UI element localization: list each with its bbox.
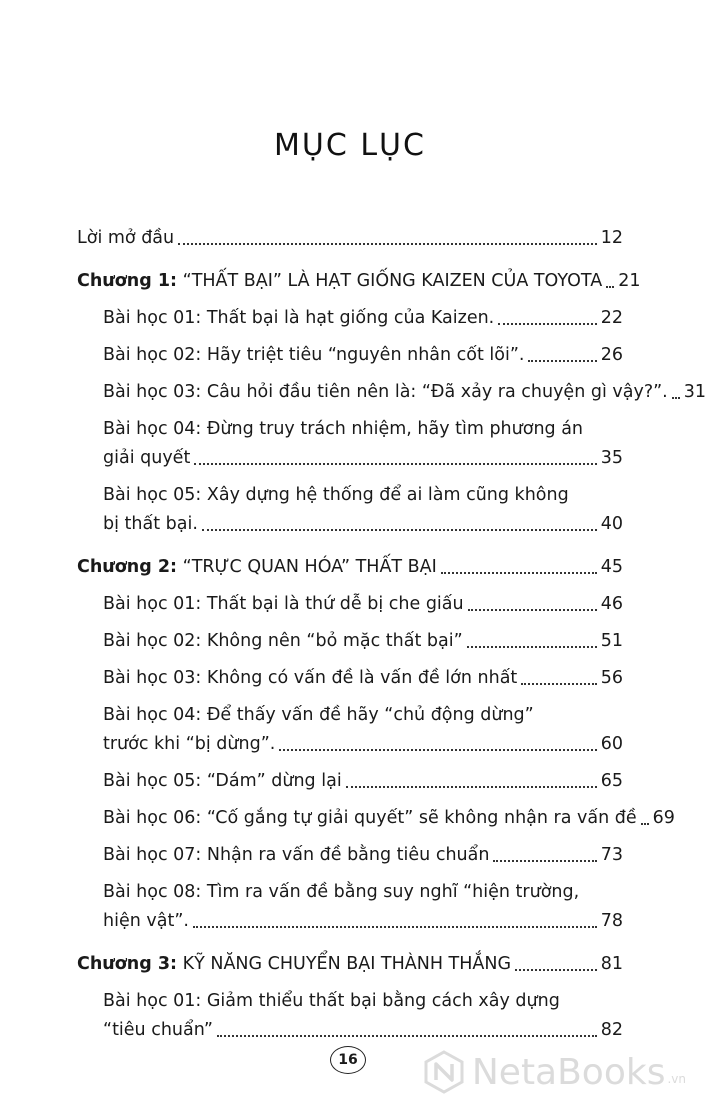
entry-page-number: 78 xyxy=(600,911,623,931)
dot-leader xyxy=(528,360,596,362)
lesson-title: Bài học 03: Không có vấn đề là vấn đề lớn nhất xyxy=(103,668,518,688)
entry-page-number: 45 xyxy=(600,557,623,577)
chapter-heading xyxy=(77,950,511,979)
lesson-title-line: Bài học 04: Để thấy vấn đề hãy “chủ động dừng” xyxy=(103,705,534,725)
lesson-title-row xyxy=(103,304,623,333)
toc-entry-lesson[interactable] xyxy=(103,378,706,407)
lesson-title-row xyxy=(103,341,623,370)
dot-leader xyxy=(521,683,596,685)
toc-entry-lesson[interactable] xyxy=(103,627,623,656)
entry-page-number: 65 xyxy=(600,771,623,791)
dot-leader xyxy=(467,646,597,648)
table-of-contents xyxy=(77,224,706,1053)
entry-page-number: 21 xyxy=(618,271,641,291)
lesson-title-line: Bài học 08: Tìm ra vấn đề bằng suy nghĩ “hiện trường, xyxy=(103,882,580,902)
lesson-title-row xyxy=(103,510,623,539)
lesson-title-row xyxy=(103,730,623,759)
lesson-title-row xyxy=(103,664,623,693)
toc-entry-chapter[interactable] xyxy=(77,553,623,582)
lesson-title-line: giải quyết xyxy=(103,448,191,468)
entry-page-number: 26 xyxy=(600,345,623,365)
entry-page-number: 69 xyxy=(652,808,675,828)
page-number: 16 xyxy=(330,1046,366,1074)
dot-leader xyxy=(468,609,597,611)
entry-page-number: 35 xyxy=(600,448,623,468)
lesson-title-line: Bài học 05: Xây dựng hệ thống để ai làm cũng không xyxy=(103,485,569,505)
lesson-title-line: Bài học 04: Đừng truy trách nhiệm, hãy tìm phương án xyxy=(103,419,584,439)
lesson-title-row xyxy=(103,804,675,833)
dot-leader xyxy=(498,323,596,325)
entry-page-number: 31 xyxy=(683,382,706,402)
dot-leader xyxy=(606,286,614,288)
toc-entry-chapter[interactable] xyxy=(77,950,623,979)
entry-page-number: 46 xyxy=(600,594,623,614)
chapter-title: “TRỰC QUAN HÓA” THẤT BẠI xyxy=(182,557,437,577)
lesson-title-row xyxy=(103,590,623,619)
lesson-title-row xyxy=(103,444,623,473)
entry-page-number: 73 xyxy=(600,845,623,865)
lesson-title: Bài học 01: Thất bại là hạt giống của Kaizen. xyxy=(103,308,495,328)
chapter-label: Chương 1: xyxy=(77,271,178,291)
dot-leader xyxy=(672,397,680,399)
dot-leader xyxy=(441,572,597,574)
entry-page-number: 60 xyxy=(600,734,623,754)
lesson-title-line: trước khi “bị dừng”. xyxy=(103,734,276,754)
chapter-label: Chương 2: xyxy=(77,557,178,577)
watermark-brand: NetaBooks xyxy=(471,1051,666,1093)
chapter-title: KỸ NĂNG CHUYỂN BẠI THÀNH THẮNG xyxy=(182,954,512,974)
entry-page-number: 22 xyxy=(600,308,623,328)
toc-entry-lesson[interactable] xyxy=(103,664,623,693)
entry-page-number: 12 xyxy=(600,228,623,248)
dot-leader xyxy=(279,749,596,751)
entry-page-number: 40 xyxy=(600,514,623,534)
lesson-title-line: hiện vật”. xyxy=(103,911,189,931)
entry-page-number: 81 xyxy=(600,954,623,974)
toc-entry-lesson[interactable] xyxy=(103,304,623,333)
chapter-heading xyxy=(77,553,437,582)
toc-entry-lesson[interactable] xyxy=(103,804,675,833)
lesson-title: Bài học 03: Câu hỏi đầu tiên nên là: “Đã xảy ra chuyện gì vậy?”. xyxy=(103,382,668,402)
dot-leader xyxy=(641,823,649,825)
lesson-title-row xyxy=(103,841,623,870)
toc-entry-lesson[interactable] xyxy=(103,415,623,473)
dot-leader xyxy=(346,786,597,788)
lesson-title: Bài học 05: “Dám” dừng lại xyxy=(103,771,342,791)
entry-page-number: 82 xyxy=(600,1020,623,1040)
lesson-title: Bài học 06: “Cố gắng tự giải quyết” sẽ không nhận ra vấn đề xyxy=(103,808,637,828)
dot-leader xyxy=(178,243,597,245)
lesson-title: Bài học 02: Không nên “bỏ mặc thất bại” xyxy=(103,631,463,651)
toc-entry-lesson[interactable] xyxy=(103,590,623,619)
toc-entry-lesson[interactable] xyxy=(103,341,623,370)
dot-leader xyxy=(194,463,596,465)
watermark-suffix: .vn xyxy=(667,1072,686,1086)
entry-page-number: 51 xyxy=(600,631,623,651)
dot-leader xyxy=(515,969,597,971)
netabooks-logo-icon xyxy=(422,1050,466,1094)
lesson-title: Bài học 07: Nhận ra vấn đề bằng tiêu chuẩn xyxy=(103,845,490,865)
chapter-label: Chương 3: xyxy=(77,954,178,974)
toc-entry-lesson[interactable] xyxy=(103,987,623,1045)
lesson-title-row xyxy=(103,907,623,936)
lesson-title: Bài học 01: Thất bại là thứ dễ bị che giấu xyxy=(103,594,464,614)
lesson-title-row xyxy=(103,1016,623,1045)
toc-entry-lesson[interactable] xyxy=(103,481,623,539)
dot-leader xyxy=(193,926,597,928)
watermark xyxy=(422,1050,686,1094)
dot-leader xyxy=(202,529,597,531)
page-title: MỤC LỤC xyxy=(274,128,426,163)
toc-entry-chapter[interactable] xyxy=(77,267,641,296)
lesson-title-line: Bài học 01: Giảm thiểu thất bại bằng cách xây dựng xyxy=(103,991,560,1011)
dot-leader xyxy=(493,860,596,862)
toc-entry-lesson[interactable] xyxy=(103,767,623,796)
chapter-heading xyxy=(77,267,602,296)
entry-label: Lời mở đầu xyxy=(77,228,175,248)
lesson-title-row xyxy=(103,627,623,656)
lesson-title-line: “tiêu chuẩn” xyxy=(103,1020,213,1040)
lesson-title-row xyxy=(103,378,706,407)
lesson-title: Bài học 02: Hãy triệt tiêu “nguyên nhân cốt lõi”. xyxy=(103,345,525,365)
toc-entry-lesson[interactable] xyxy=(103,701,623,759)
toc-entry-intro[interactable] xyxy=(77,224,623,253)
lesson-title-row xyxy=(103,767,623,796)
toc-entry-lesson[interactable] xyxy=(103,878,623,936)
chapter-title: “THẤT BẠI” LÀ HẠT GIỐNG KAIZEN CỦA TOYOTA xyxy=(182,271,603,291)
dot-leader xyxy=(217,1035,597,1037)
lesson-title-line: bị thất bại. xyxy=(103,514,198,534)
toc-entry-lesson[interactable] xyxy=(103,841,623,870)
entry-page-number: 56 xyxy=(600,668,623,688)
